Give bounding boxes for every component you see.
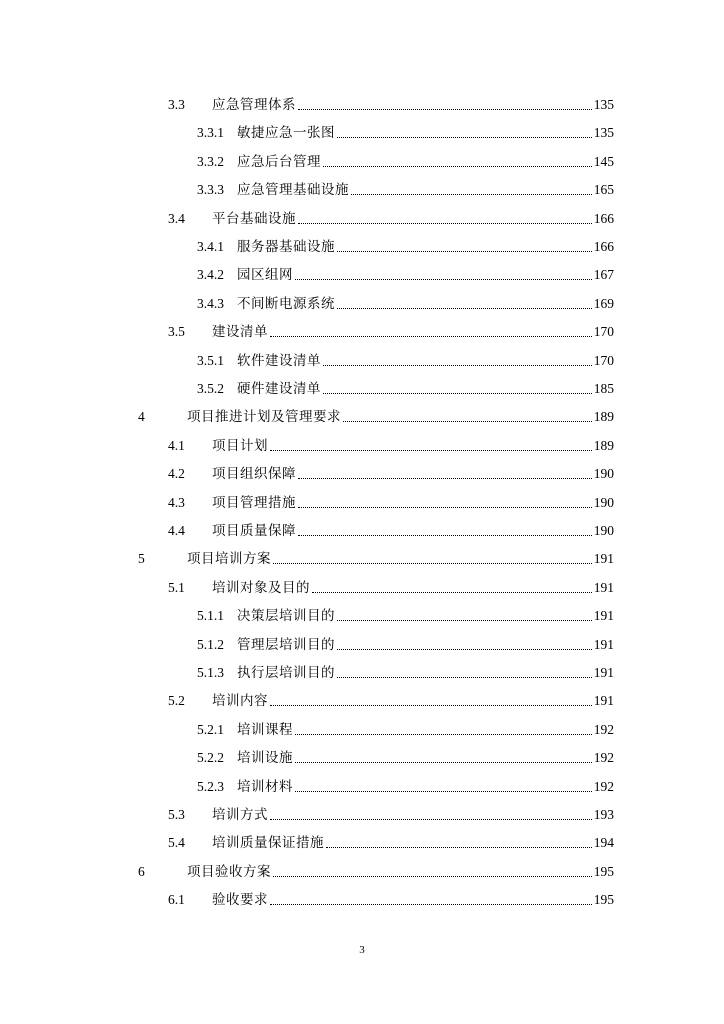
toc-entry[interactable] (168, 572, 614, 596)
toc-entry-page: 191 (593, 579, 614, 595)
toc-dot-leader (337, 676, 592, 678)
toc-entry-page: 189 (593, 409, 614, 425)
toc-entry-number: 3.4.3 (197, 295, 224, 311)
toc-entry-number: 5.2 (168, 693, 185, 709)
toc-entry-number: 5.3 (168, 807, 185, 822)
toc-entry-page: 170 (593, 352, 614, 368)
toc-entry-title: 服务器基础设施 (237, 239, 335, 254)
toc-entry-page: 169 (593, 295, 614, 311)
toc-entry-page: 135 (593, 125, 614, 141)
toc-entry-number: 3.5 (168, 324, 185, 340)
toc-entry-number: 4.4 (168, 523, 185, 538)
toc-entry-title: 平台基础设施 (212, 210, 296, 226)
toc-entry[interactable] (197, 742, 614, 766)
toc-dot-leader (270, 704, 592, 706)
toc-entry-title: 敏捷应急一张图 (237, 125, 335, 141)
toc-dot-leader (295, 278, 592, 280)
toc-entry[interactable] (197, 146, 614, 170)
toc-entry-page: 170 (593, 324, 614, 340)
toc-entry[interactable] (197, 714, 614, 738)
toc-entry[interactable] (197, 600, 614, 624)
toc-entry[interactable] (197, 657, 614, 681)
toc-dot-leader (323, 392, 592, 394)
toc-entry-number: 5.1.2 (197, 636, 224, 652)
toc-entry-number: 4 (138, 409, 145, 425)
toc-entry-title: 不间断电源系统 (237, 295, 335, 311)
toc-entry[interactable] (197, 259, 614, 283)
toc-entry[interactable] (168, 799, 614, 823)
toc-entry-page: 145 (593, 153, 614, 169)
toc-dot-leader (343, 420, 592, 422)
page-number: 3 (359, 944, 365, 956)
toc-entry[interactable] (168, 487, 614, 511)
toc-entry-number: 5.1.1 (197, 608, 224, 624)
toc-entry[interactable] (168, 685, 614, 709)
toc-entry-page: 135 (593, 97, 614, 112)
toc-dot-leader (312, 591, 592, 593)
toc-entry[interactable] (168, 884, 614, 908)
toc-entry-page: 194 (593, 835, 614, 851)
toc-entry-title: 决策层培训目的 (237, 608, 335, 624)
toc-entry-number: 6 (138, 863, 145, 879)
toc-dot-leader (273, 562, 592, 564)
toc-entry-number: 4.1 (168, 437, 185, 453)
toc-entry-title: 项目推进计划及管理要求 (187, 409, 341, 425)
toc-dot-leader (270, 449, 592, 451)
toc-dot-leader (337, 648, 592, 650)
toc-dot-leader (337, 307, 592, 309)
toc-entry-number: 5.2.1 (197, 721, 224, 737)
toc-entry[interactable] (197, 629, 614, 653)
toc-entry-page: 190 (593, 466, 614, 482)
toc-entry-number: 3.4 (168, 210, 185, 226)
toc-entry-title: 应急管理体系 (212, 97, 296, 112)
toc-entry-title: 项目培训方案 (187, 551, 271, 567)
toc-entry-page: 195 (593, 892, 614, 908)
toc-entry-title: 建设清单 (212, 324, 268, 340)
toc-entry-page: 190 (593, 494, 614, 510)
toc-entry[interactable] (138, 856, 614, 880)
toc-dot-leader (298, 108, 592, 110)
toc-entry[interactable] (138, 543, 614, 567)
toc-dot-leader (326, 846, 592, 848)
toc-entry[interactable] (168, 316, 614, 340)
toc-entry-page: 167 (593, 267, 614, 283)
toc-entry-page: 193 (593, 807, 614, 822)
toc-entry-title: 应急后台管理 (237, 153, 321, 169)
toc-entry-page: 192 (593, 778, 614, 794)
toc-entry-number: 3.3.1 (197, 125, 224, 141)
toc-entry-page: 166 (593, 210, 614, 226)
toc-entry[interactable] (168, 515, 614, 539)
toc-dot-leader (295, 761, 592, 763)
toc-entry-title: 项目计划 (212, 437, 268, 453)
toc-entry-page: 195 (593, 863, 614, 879)
toc-entry-number: 3.5.2 (197, 381, 224, 396)
toc-entry-number: 5.1.3 (197, 665, 224, 680)
toc-entry-title: 应急管理基础设施 (237, 182, 349, 198)
toc-entry-number: 4.2 (168, 466, 185, 482)
toc-entry-title: 培训对象及目的 (212, 579, 310, 595)
toc-entry-page: 191 (593, 608, 614, 624)
toc-dot-leader (270, 818, 592, 820)
toc-entry-page: 192 (593, 721, 614, 737)
toc-entry-number: 3.3.2 (197, 153, 224, 169)
toc-entry[interactable] (168, 89, 614, 113)
toc-entry-title: 项目管理措施 (212, 494, 296, 510)
toc-dot-leader (273, 875, 592, 877)
toc-entry[interactable] (197, 288, 614, 312)
toc-dot-leader (298, 477, 592, 479)
toc-entry-title: 执行层培训目的 (237, 665, 335, 680)
toc-entry-title: 培训材料 (237, 778, 293, 794)
toc-entry-number: 4.3 (168, 494, 185, 510)
toc-entry-title: 项目质量保障 (212, 523, 296, 538)
toc-entry-number: 5.2.3 (197, 778, 224, 794)
toc-dot-leader (323, 165, 592, 167)
toc-entry-number: 3.5.1 (197, 352, 224, 368)
toc-entry-title: 验收要求 (212, 892, 268, 908)
toc-entry[interactable] (197, 117, 614, 141)
toc-dot-leader (270, 335, 592, 337)
toc-entry[interactable] (197, 771, 614, 795)
toc-entry-page: 191 (593, 551, 614, 567)
toc-dot-leader (337, 619, 592, 621)
toc-entry-page: 189 (593, 437, 614, 453)
toc-entry-title: 培训内容 (212, 693, 268, 709)
toc-entry-title: 培训方式 (212, 807, 268, 822)
toc-dot-leader (323, 364, 592, 366)
toc-entry[interactable] (168, 430, 614, 454)
toc-dot-leader (298, 534, 592, 536)
toc-entry[interactable] (138, 401, 614, 425)
toc-dot-leader (337, 136, 592, 138)
toc-entry-number: 6.1 (168, 892, 185, 908)
toc-dot-leader (337, 250, 592, 252)
toc-entry[interactable] (168, 827, 614, 851)
toc-dot-leader (298, 506, 592, 508)
toc-dot-leader (298, 222, 592, 224)
toc-entry[interactable] (197, 345, 614, 369)
toc-entry-number: 3.3.3 (197, 182, 224, 198)
toc-entry-number: 3.4.2 (197, 267, 224, 283)
toc-entry-number: 5 (138, 551, 145, 567)
toc-entry-title: 培训质量保证措施 (212, 835, 324, 851)
toc-entry-number: 5.4 (168, 835, 185, 851)
toc-entry-number: 5.1 (168, 579, 185, 595)
toc-entry-page: 190 (593, 523, 614, 538)
toc-entry[interactable] (168, 458, 614, 482)
toc-entry-number: 5.2.2 (197, 750, 224, 766)
toc-entry-page: 191 (593, 693, 614, 709)
toc-entry[interactable] (197, 174, 614, 198)
toc-entry-title: 项目验收方案 (187, 863, 271, 879)
toc-entry-page: 165 (593, 182, 614, 198)
toc-entry-page: 166 (593, 239, 614, 254)
toc-dot-leader (270, 903, 592, 905)
toc-dot-leader (351, 193, 592, 195)
toc-dot-leader (295, 733, 592, 735)
toc-entry-title: 项目组织保障 (212, 466, 296, 482)
toc-entry-page: 185 (593, 381, 614, 396)
toc-entry-title: 软件建设清单 (237, 352, 321, 368)
toc-entry[interactable] (197, 373, 614, 397)
toc-entry-page: 192 (593, 750, 614, 766)
toc-entry-page: 191 (593, 665, 614, 680)
toc-dot-leader (295, 790, 592, 792)
toc-entry-title: 园区组网 (237, 267, 293, 283)
toc-entry-title: 培训设施 (237, 750, 293, 766)
toc-entry[interactable] (168, 203, 614, 227)
toc-entry-title: 管理层培训目的 (237, 636, 335, 652)
toc-entry-title: 培训课程 (237, 721, 293, 737)
toc-entry[interactable] (197, 231, 614, 255)
toc-entry-page: 191 (593, 636, 614, 652)
toc-entry-number: 3.3 (168, 97, 185, 112)
toc-entry-number: 3.4.1 (197, 239, 224, 254)
toc-entry-title: 硬件建设清单 (237, 381, 321, 396)
